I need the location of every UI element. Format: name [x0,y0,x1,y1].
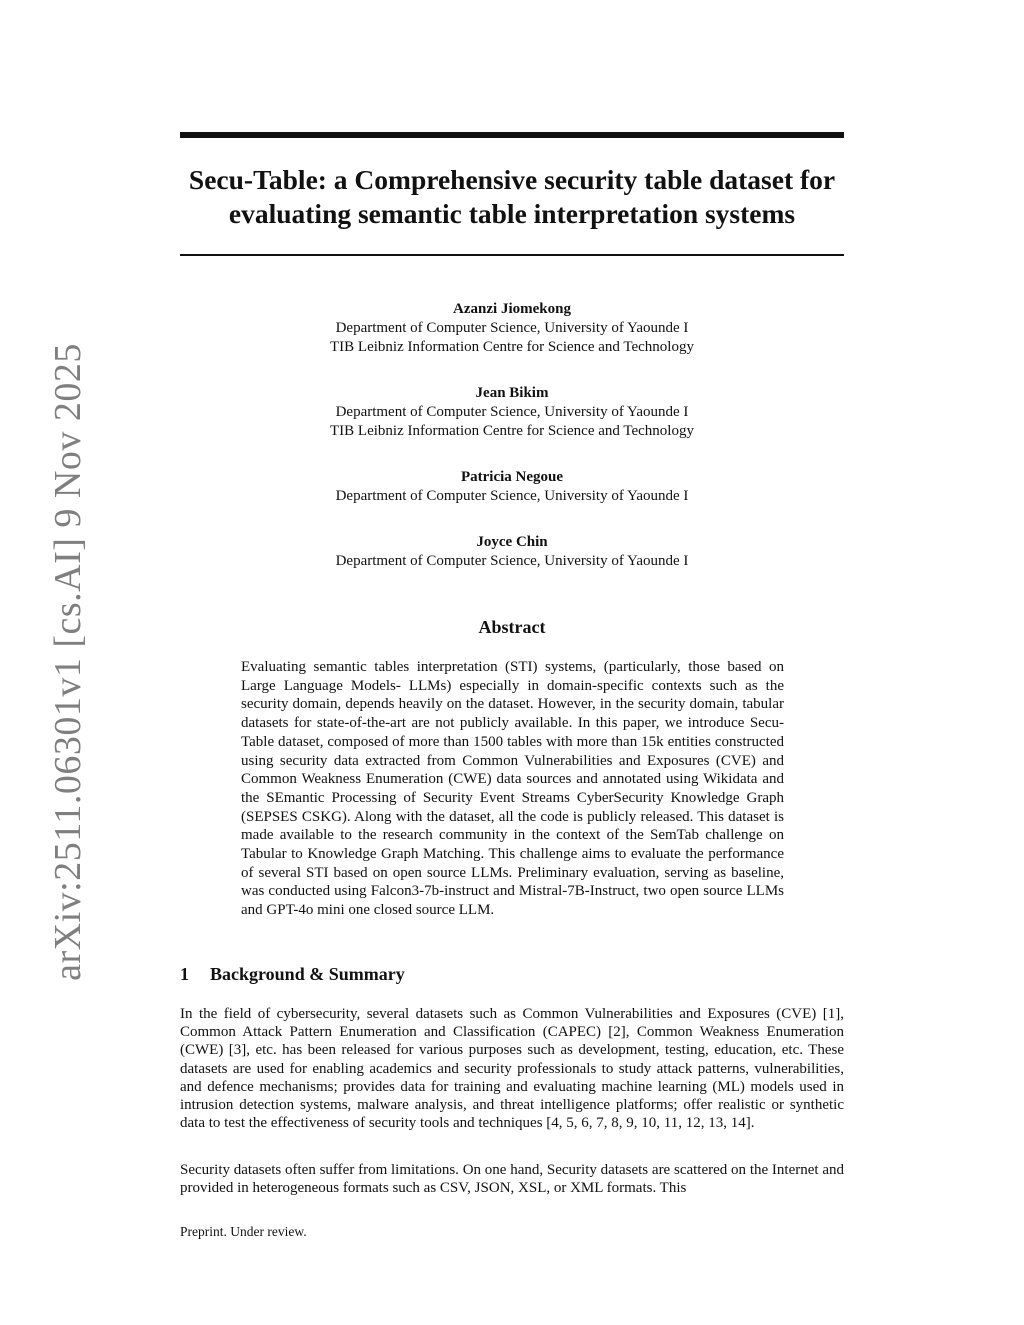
author-block [180,468,844,506]
author-affiliation: TIB Leibniz Information Centre for Science and Technology [330,339,694,355]
arxiv-identifier-stamp: arXiv:2511.06301v1 [cs.AI] 9 Nov 2025 [47,343,89,981]
author-affiliation: Department of Computer Science, University of Yaounde I [335,404,689,420]
author-list [180,300,844,598]
body-paragraph: In the field of cybersecurity, several datasets such as Common Vulnerabilities and Exposures (CVE) [1], Common Attack Pattern Enumeration and Classification (CAPEC) [2], Common Weakness Enumeration (CWE) [3], etc. has been released for various purposes such as development, testing, education, etc. These datasets are used for enabling academics and security professionals to study attack patterns, vulnerabilities, and defence mechanisms; provides data for training and evaluating machine learning (ML) models used in intrusion detection systems, malware analysis, and threat intelligence platforms; offer realistic or synthetic data to test the effectiveness of security tools and techniques [4, 5, 6, 7, 8, 9, 10, 11, 12, 13, 14]. [180,1006,844,1132]
section-number: 1 [180,964,189,984]
paper-title: Secu-Table: a Comprehensive security table dataset for evaluating semantic table interpretation systems [188,164,836,229]
author-affiliation: Department of Computer Science, University of Yaounde I [335,320,689,336]
section-heading [180,964,405,985]
author-affiliation: TIB Leibniz Information Centre for Science and Technology [330,423,694,439]
author-name: Jean Bikim [475,385,549,401]
title-rule-bottom [180,254,844,256]
author-name: Azanzi Jiomekong [453,301,571,317]
body-paragraph: Security datasets often suffer from limitations. On one hand, Security datasets are scattered on the Internet and provided in heterogeneous formats such as CSV, JSON, XSL, or XML formats. This [180,1162,844,1197]
author-block [180,300,844,357]
title-rule-top [180,132,844,138]
author-affiliation: Department of Computer Science, University of Yaounde I [335,488,689,504]
author-block [180,384,844,441]
author-affiliation: Department of Computer Science, University of Yaounde I [335,553,689,569]
abstract-text: Evaluating semantic tables interpretation (STI) systems, (particularly, those based on Large Language Models- LLMs) especially in domain-specific contexts such as the security domain, depends heavily on the dataset. However, in the security domain, tabular datasets for state-of-the-art are not publicly available. In this paper, we introduce Secu-Table dataset, composed of more than 1500 tables with more than 15k entities constructed using security data extracted from Common Vulnerabilities and Exposures (CVE) and Common Weakness Enumeration (CWE) data sources and annotated using Wikidata and the SEmantic Processing of Security Event Streams CyberSecurity Knowledge Graph (SEPSES CSKG). Along with the dataset, all the code is publicly released. This dataset is made available to the research community in the context of the SemTab challenge on Tabular to Knowledge Graph Matching. This challenge aims to evaluate the performance of several STI based on open source LLMs. Preliminary evaluation, serving as baseline, was conducted using Falcon3-7b-instruct and Mistral-7B-Instruct, two open source LLMs and GPT-4o mini one closed source LLM. [241,659,784,919]
author-name: Patricia Negoue [460,469,564,485]
author-name: Joyce Chin [476,534,548,550]
author-block [180,533,844,571]
preprint-footer: Preprint. Under review. [180,1224,307,1239]
section-title: Background & Summary [210,964,405,984]
abstract-heading: Abstract [478,617,546,637]
